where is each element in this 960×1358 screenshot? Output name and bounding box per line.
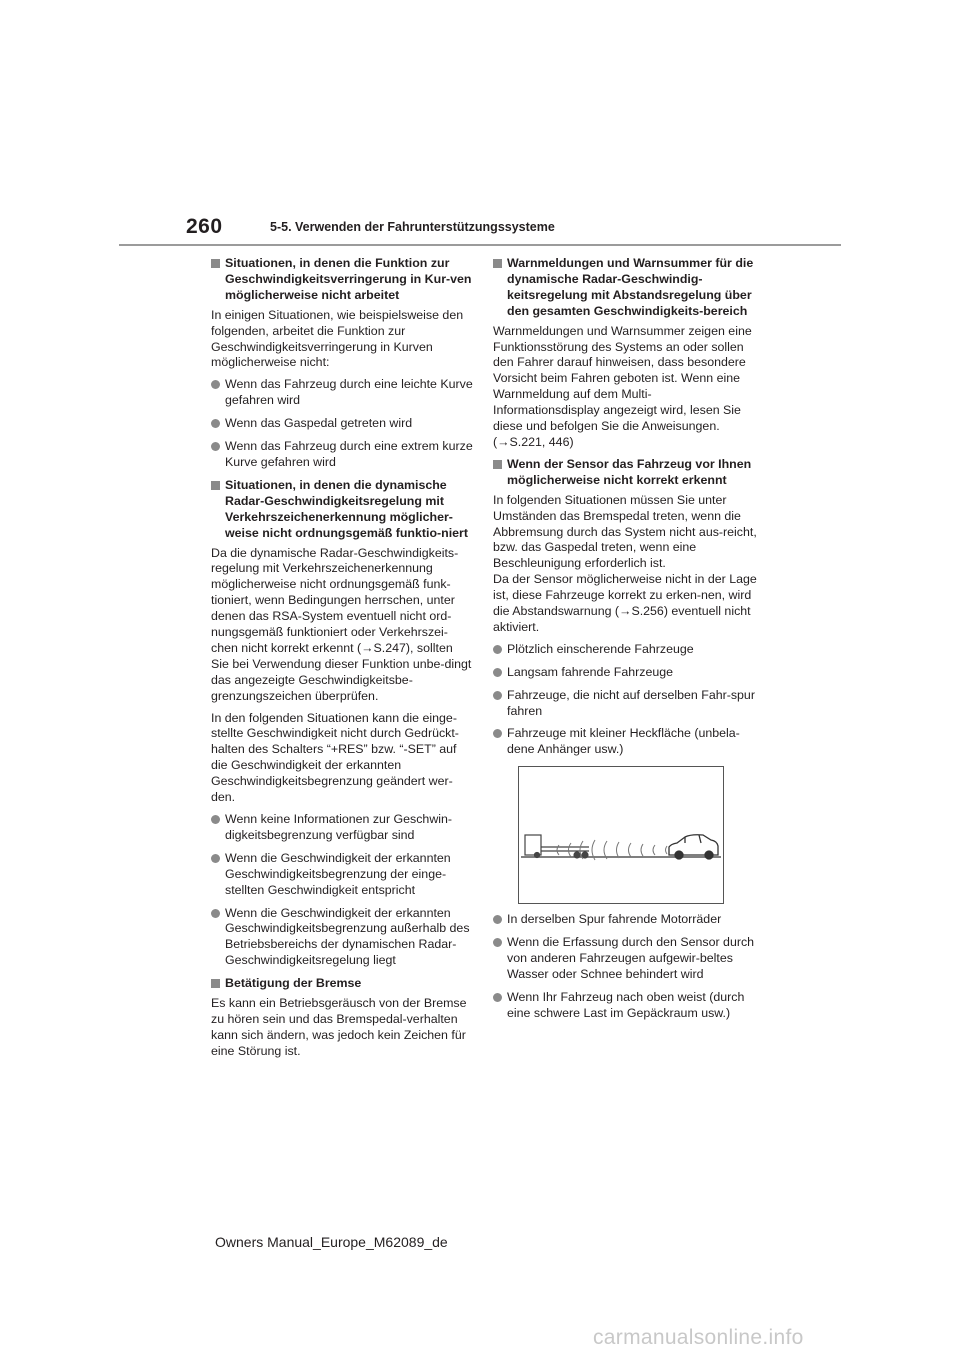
heading-sign-recognition: Situationen, in denen die dynamische Radar-Geschwindigkeitsregelung mit Verkehrszeichenerkennung möglicher-weise nicht ordnungsgemäß funktio-niert	[211, 478, 473, 542]
footer-manual-id: Owners Manual_Europe_M62089_de	[215, 1234, 448, 1250]
heading-warning-messages: Warnmeldungen und Warnsummer für die dynamische Radar-Geschwindig-keitsregelung mit Abstandsregelung über den gesamten Geschwindigkeits-bereich	[493, 256, 757, 320]
circle-bullet-icon	[211, 854, 220, 863]
list-item: In derselben Spur fahrende Motorräder	[493, 912, 757, 928]
circle-bullet-icon	[493, 729, 502, 738]
circle-bullet-icon	[211, 419, 220, 428]
circle-bullet-icon	[211, 442, 220, 451]
page-number: 260	[186, 215, 223, 238]
list-item: Wenn das Gaspedal getreten wird	[211, 416, 473, 432]
paragraph: Es kann ein Betriebsgeräusch von der Bremse zu hören sein und das Bremspedal-verhalten kann sich ändern, was jedoch kein Zeichen für eine Störung ist.	[211, 996, 467, 1058]
paragraph: In folgenden Situationen müssen Sie unter Umständen das Bremspedal treten, wenn die Abbremsung durch das System nicht aus-reicht, bzw. das Gaspedal treten, wenn eine Beschleunigung erforderlich ist.	[493, 492, 757, 571]
list-item: Wenn die Erfassung durch den Sensor durch von anderen Fahrzeugen aufgewir-beltes Wasser oder Schnee behindert wird	[493, 935, 757, 983]
list-item: Wenn Ihr Fahrzeug nach oben weist (durch eine schwere Last im Gepäckraum usw.)	[493, 990, 757, 1022]
right-column	[493, 256, 757, 1029]
list-item: Fahrzeuge, die nicht auf derselben Fahr-spur fahren	[493, 688, 757, 720]
square-bullet-icon	[211, 481, 220, 490]
list-item: Wenn das Fahrzeug durch eine leichte Kurve gefahren wird	[211, 377, 473, 409]
square-bullet-icon	[211, 979, 220, 988]
list-item: Fahrzeuge mit kleiner Heckfläche (unbela-dene Anhänger usw.)	[493, 726, 757, 758]
square-bullet-icon	[493, 460, 502, 469]
truck-radar-illustration	[518, 766, 724, 904]
car-icon	[669, 835, 718, 859]
circle-bullet-icon	[493, 938, 502, 947]
circle-bullet-icon	[493, 645, 502, 654]
square-bullet-icon	[211, 259, 220, 268]
heading-sensor-detection: Wenn der Sensor das Fahrzeug vor Ihnen möglicherweise nicht korrekt erkennt	[493, 457, 757, 489]
list-item: Plötzlich einscherende Fahrzeuge	[493, 642, 757, 658]
paragraph: Da die dynamische Radar-Geschwindigkeits-regelung mit Verkehrszeichenerkennung möglicherweise nicht ordnungsgemäß funk-tioniert, wenn Bedingungen herrschen, unter denen das RSA-System eventuell nicht ord-nungsgemäß funktioniert oder Verkehrszei-chen nicht korrekt erkennt (→S.247), sollten Sie bei Verwendung dieser Funktion unbe-dingt das angezeigte Geschwindigkeitsbe-grenzungszeichen überprüfen.	[211, 545, 472, 703]
left-column	[211, 256, 473, 1066]
heading-brake-operation: Betätigung der Bremse	[211, 976, 473, 992]
paragraph: In den folgenden Situationen kann die einge-stellte Geschwindigkeit nicht durch Gedrückt-halten des Schalters “+RES” bzw. “-SET” auf die Geschwindigkeit der erkannten Geschwindigkeitsbegrenzung geändert wer-den.	[211, 710, 459, 805]
circle-bullet-icon	[493, 668, 502, 677]
list-item: Wenn die Geschwindigkeit der erkannten Geschwindigkeitsbegrenzung außerhalb des Betriebsbereichs der dynamischen Radar-Geschwindigkeitsregelung liegt	[211, 906, 473, 970]
section-title: 5-5. Verwenden der Fahrunterstützungssysteme	[270, 220, 555, 234]
circle-bullet-icon	[211, 909, 220, 918]
heading-curve-deceleration: Situationen, in denen die Funktion zur Geschwindigkeitsverringerung in Kur-ven möglicherweise nicht arbeitet	[211, 256, 473, 304]
circle-bullet-icon	[211, 815, 220, 824]
radar-diagram	[519, 767, 723, 903]
list-item: Wenn die Geschwindigkeit der erkannten Geschwindigkeitsbegrenzung der einge-stellten Geschwindigkeit entspricht	[211, 851, 473, 899]
paragraph: In einigen Situationen, wie beispielsweise den folgenden, arbeitet die Funktion zur Geschwindigkeitsverringerung in Kurven möglicherweise nicht:	[211, 307, 464, 370]
page-header	[0, 212, 960, 252]
header-rule	[119, 244, 841, 246]
circle-bullet-icon	[493, 915, 502, 924]
circle-bullet-icon	[211, 380, 220, 389]
circle-bullet-icon	[493, 691, 502, 700]
trailer-truck-icon	[525, 835, 589, 858]
watermark[interactable]: carmanualsonline.info	[593, 1326, 804, 1349]
list-item: Wenn keine Informationen zur Geschwin-digkeitsbegrenzung verfügbar sind	[211, 812, 473, 844]
square-bullet-icon	[493, 259, 502, 268]
paragraph: Da der Sensor möglicherweise nicht in der Lage ist, diese Fahrzeuge korrekt zu erken-nen, wird die Abstandswarnung (→S.256) eventuell nicht aktiviert.	[493, 572, 757, 634]
list-item: Wenn das Fahrzeug durch eine extrem kurze Kurve gefahren wird	[211, 439, 473, 471]
list-item: Langsam fahrende Fahrzeuge	[493, 665, 757, 681]
circle-bullet-icon	[493, 993, 502, 1002]
paragraph: Warnmeldungen und Warnsummer zeigen eine Funktionsstörung des Systems an oder sollen den Fahrer darauf hinweisen, dass besondere Vorsicht beim Fahren geboten ist. Wenn eine Warnmeldung auf dem Multi-Informationsdisplay angezeigt wird, lesen Sie diese und befolgen Sie die Anweisungen. (→S.221, 446)	[493, 323, 752, 449]
